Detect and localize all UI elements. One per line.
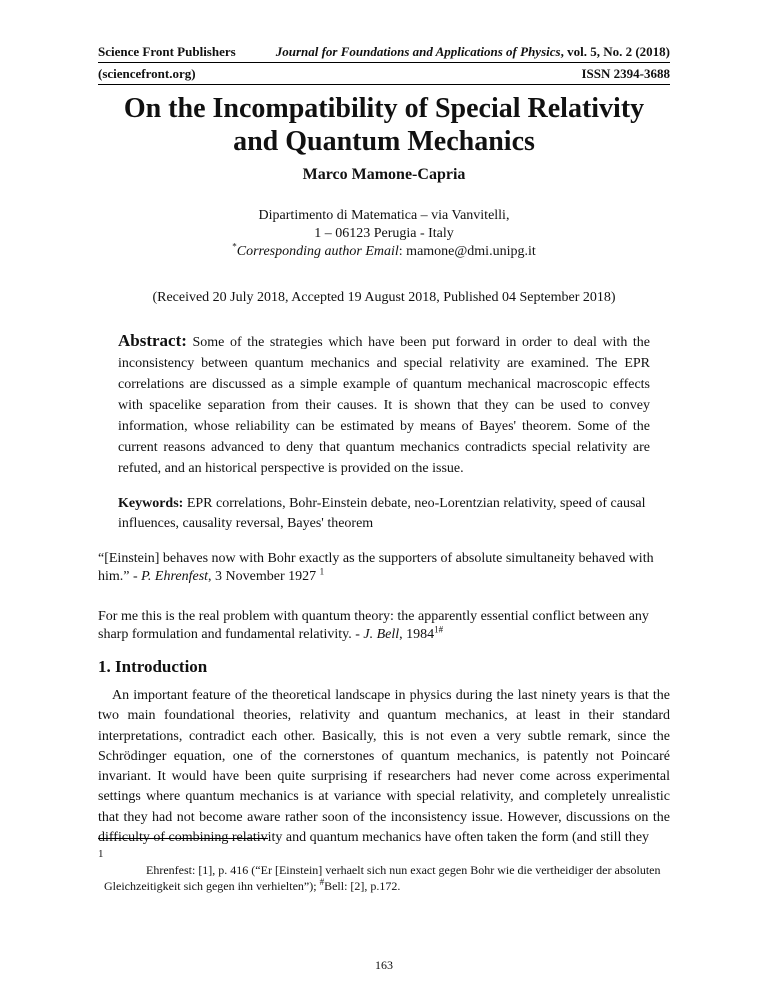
- subheader-rule: [98, 84, 670, 85]
- footnote-hash: #: [319, 877, 325, 887]
- quote-1-footnote-ref: 1: [319, 566, 325, 577]
- asterisk-mark: *: [232, 241, 237, 252]
- running-subheader: [98, 66, 670, 82]
- email-label: Corresponding author Email: [236, 244, 399, 259]
- affiliation-line-2: 1 – 06123 Perugia - Italy: [314, 226, 454, 241]
- page-number: 163: [375, 958, 393, 972]
- footnote-number: 1: [98, 848, 104, 860]
- quote-1-date: , 3 November 1927: [208, 569, 320, 584]
- paper-title: [0, 92, 768, 158]
- keywords: [118, 494, 650, 534]
- affiliation-line-1: Dipartimento di Matematica – via Vanvitelli,: [258, 208, 510, 223]
- footnote-text-a: Ehrenfest: [1], p. 416 (“Er [Einstein] verhaelt sich nun exact gegen Bohr wie die vertheidiger der absoluten Gleichzeitigkeit sich gegen ihn verhielten”);: [104, 863, 661, 893]
- quote-1-author: P. Ehrenfest: [141, 569, 209, 584]
- journal-citation: [276, 44, 670, 60]
- keywords-text: EPR correlations, Bohr-Einstein debate, neo-Lorentzian relativity, speed of causal influences, causality reversal, Bayes' theorem: [118, 496, 646, 531]
- running-header: [98, 44, 670, 60]
- email-address: : mamone@dmi.unipg.it: [398, 244, 536, 259]
- publisher-site: (sciencefront.org): [98, 66, 196, 81]
- footnote-1: [98, 846, 670, 894]
- issn: ISSN 2394-3688: [581, 66, 670, 81]
- footnote-rule: [98, 838, 268, 839]
- title-line-2: and Quantum Mechanics: [233, 126, 535, 157]
- footnote-text: [98, 862, 670, 894]
- corresponding-email: [0, 243, 768, 261]
- received-dates: (Received 20 July 2018, Accepted 19 August 2018, Published 04 September 2018): [152, 290, 616, 305]
- quote-2-footnote-ref: 1#: [434, 624, 444, 635]
- publisher-name: Science Front Publishers: [98, 44, 236, 59]
- journal-title: Journal for Foundations and Applications of Physics: [275, 44, 561, 59]
- title-line-1: On the Incompatibility of Special Relativity: [123, 93, 645, 124]
- keywords-label: Keywords:: [118, 496, 184, 511]
- quote-1-text: “[Einstein] behaves now with Bohr exactly as the supporters of absolute simultaneity behaved with him.” -: [98, 551, 654, 584]
- abstract-heading: Abstract:: [118, 331, 187, 350]
- affiliation: [0, 207, 768, 261]
- introduction-paragraph: An important feature of the theoretical landscape in physics during the last ninety years is that the two main foundational theories, relativity and quantum mechanics, at least in their standard interpretations, contradict each other. Basically, this is not even a very subtle remark, since the Schrödinger equation, one of the cornerstones of quantum mechanics, is patently not Poincaré invariant. It would have been quite surprising if researchers had never come across experimental settings where quantum mechanics is at variance with special relativity, and completely unrealistic that they had not become aware rather soon of the inconsistency issue. However, discussions on the difficulty of combining relativity and quantum mechanics have often taken the form (and still they: [98, 688, 670, 846]
- journal-volume: , vol. 5, No. 2 (2018): [560, 44, 670, 59]
- footnote-text-b: Bell: [2], p.172.: [324, 879, 401, 893]
- author-name: Marco Mamone-Capria: [302, 166, 466, 183]
- section-heading-introduction: 1. Introduction: [98, 657, 208, 676]
- quote-2-date: , 1984: [399, 627, 435, 642]
- abstract: [118, 330, 650, 479]
- epigraph-bell: [98, 608, 670, 644]
- header-rule: [98, 62, 670, 63]
- quote-2-text: For me this is the real problem with quantum theory: the apparently essential conflict between any sharp formulation and fundamental relativity. -: [98, 609, 649, 642]
- abstract-text: Some of the strategies which have been put forward in order to deal with the inconsistency between quantum mechanics and special relativity are examined. The EPR correlations are discussed as a simple example of quantum mechanical macroscopic effects with spacelike separation from their causes. It is shown that they can be used to convey information, whose reliability can be estimated by means of Bayes' theorem. Some of the current reasons advanced to deny that quantum mechanics contradicts special relativity are refuted, and an historical perspective is provided on the issue.: [118, 335, 651, 476]
- quote-2-author: J. Bell: [363, 627, 400, 642]
- epigraph-ehrenfest: [98, 550, 670, 586]
